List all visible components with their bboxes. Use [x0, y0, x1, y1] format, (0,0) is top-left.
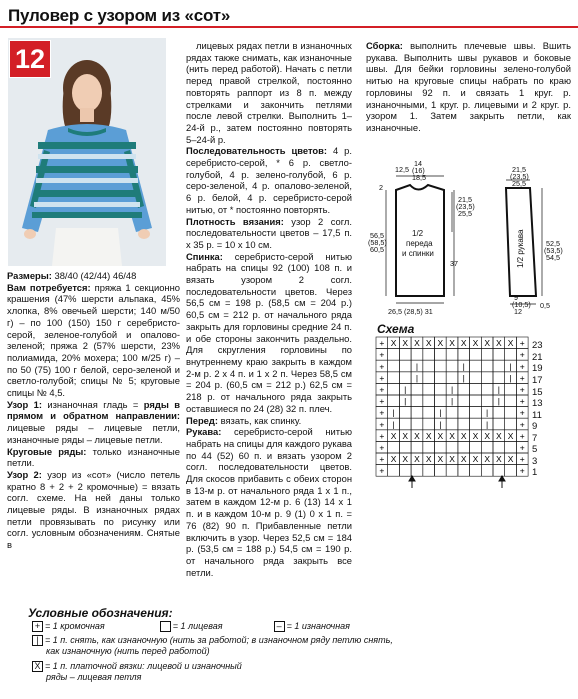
chart-cell-symbol: |: [450, 384, 454, 395]
chart-cell: [493, 441, 505, 453]
chart-cell: [481, 349, 493, 361]
chart-cell: [399, 372, 411, 384]
edge-stitch-symbol: +: [32, 621, 43, 632]
chart-cell: [470, 407, 482, 419]
chart-cell-symbol: +: [519, 361, 525, 372]
chart-cell-symbol: X: [472, 338, 479, 349]
legend-slip-1: = 1 п. снять, как изнаночную (нить за работой; в изнаночном ряду петлю снять,: [45, 635, 393, 646]
chart-cell-symbol: |: [439, 419, 442, 430]
chart-cell-symbol: +: [379, 349, 385, 360]
chart-cell: [423, 383, 435, 395]
chart-cell: [458, 383, 470, 395]
chart-cell-symbol: +: [379, 419, 385, 430]
dim-bottom-265: 26,5 (28,5) 31: [388, 307, 433, 316]
chart-cell: [470, 383, 482, 395]
chart-cell: [470, 441, 482, 453]
dim-sleeve-r-05: 0,5: [540, 301, 550, 310]
legend-title: Условные обозначения:: [28, 606, 173, 620]
back-text: серебристо-серой нитью набрать на спицы 92 (100) 108 п. и вязать узором 2 согл. последовательности цветов. Через 56,5 см = 198 р. (58,5 см = 204 р.) 60,5 см = 212 р. от начального ряда закрыть для горловины средние 24 п. и обе стороны закончить раздельно. Для скругления горловины по внутреннему краю закрыть в каждом 2-м р. 2 х 4 п. и 1 х 2 п. Через 58,5 см = 204 р. (60,5 см = 212 р.) 62,5 см = 218 р. от начального ряда закрыть оставшиеся по 24 (28) 32 п. плеч.: [186, 250, 352, 414]
chart-cell-symbol: +: [379, 442, 385, 453]
dim-sleeve-top-255: 25,5: [512, 179, 526, 188]
materials-text: пряжа 1 секционно крашения (47% шерсти альпака, 45% хлопка, 8% овечьей шерсти; 140 м/50 г) – по 100 (150) 150 г серебристо-серой, зеленое-голубой и опалово-зеленой; пряжа 2 (57% шерсти, 23% полиамида, 20% мохера; 100 м/25 г) – по 50 (75) 100 г белой, серо-зеленой и светло-голубой; спицы № 5; круговые спицы № 4,5.: [7, 281, 180, 399]
chart-cell-symbol: X: [390, 338, 397, 349]
row-number-1: 1: [532, 467, 538, 478]
chart-cell-symbol: |: [497, 396, 500, 407]
chart-cell-symbol: X: [402, 430, 409, 441]
materials-label: Вам потребуется:: [7, 281, 91, 293]
chart-cell: [435, 395, 447, 407]
chart-cell-symbol: |: [509, 372, 512, 383]
dim-side-235: (23,5): [456, 202, 475, 211]
chart-cell: [481, 360, 493, 372]
dim-sleeve-h-535: (53,5): [544, 246, 563, 255]
schema-title: Схема: [377, 322, 415, 336]
chart-cell-symbol: +: [519, 430, 525, 441]
chart-cell: [470, 349, 482, 361]
row-number-19: 19: [532, 363, 543, 374]
knit-stitch-symbol: [160, 621, 171, 632]
knitting-chart: [374, 334, 572, 490]
chart-cell: [399, 349, 411, 361]
chart-cell: [435, 441, 447, 453]
chart-cell: [388, 349, 400, 361]
chart-cell: [481, 383, 493, 395]
chart-cell: [446, 441, 458, 453]
pattern-number-badge: 12: [9, 40, 51, 78]
chart-cell: [411, 383, 423, 395]
chart-cell: [435, 383, 447, 395]
row-number-15: 15: [532, 387, 543, 398]
chart-cell: [446, 349, 458, 361]
front-paragraph: [186, 415, 352, 427]
legend-cross-1: = 1 п. платочной вязки: лицевой и изнаночный: [45, 661, 242, 672]
chart-cell-symbol: |: [439, 407, 442, 418]
legend-row-1: [32, 621, 572, 632]
chart-cell-symbol: X: [496, 454, 502, 465]
pattern1-paragraph: [7, 399, 180, 446]
chart-cell: [423, 465, 435, 477]
chart-cell: [505, 383, 517, 395]
dim-sleeve-h-525: 52,5: [546, 239, 560, 248]
chart-cell: [446, 407, 458, 419]
sizes-value: 38/40 (42/44) 46/48: [51, 270, 137, 281]
dim-mid-37: 37: [450, 259, 458, 268]
chart-cell-symbol: +: [379, 361, 385, 372]
pattern2-text: узор из «сот» (число петель кратно 8 + 2 + 2 кромочные) = вязать согл. схеме. На ней даны только лицевые ряды. В изнаночных рядах петли провязывать по рисунку или согл. условным обозначениям. Снятые в: [7, 468, 180, 551]
chart-cell-symbol: +: [519, 465, 525, 476]
chart-cell: [505, 407, 517, 419]
chart-cell-symbol: X: [472, 454, 479, 465]
chart-cell-symbol: |: [404, 384, 407, 395]
chart-cell-symbol: X: [484, 430, 490, 441]
chart-cell: [470, 372, 482, 384]
sizes-label: Размеры:: [7, 270, 52, 281]
chart-cell: [423, 395, 435, 407]
chart-cell: [470, 418, 482, 430]
chart-cell: [458, 349, 470, 361]
chart-cell: [411, 418, 423, 430]
chart-cell: [481, 465, 493, 477]
chart-cell-symbol: X: [496, 338, 502, 349]
chart-cell: [458, 407, 470, 419]
materials-paragraph: [7, 282, 180, 399]
body-label-2: переда: [406, 239, 433, 248]
chart-cell: [493, 372, 505, 384]
chart-cell: [470, 465, 482, 477]
row-number-17: 17: [532, 375, 543, 386]
chart-cell: [481, 372, 493, 384]
garter-stitch-symbol: X: [32, 661, 43, 672]
title-rule: [0, 26, 578, 28]
chart-cell: [493, 360, 505, 372]
chart-cell: [470, 360, 482, 372]
body-label-3: и спинки: [402, 249, 434, 258]
chart-cell-symbol: |: [462, 361, 465, 372]
row-number-13: 13: [532, 398, 543, 409]
chart-cell-symbol: X: [484, 338, 490, 349]
chart-cell-symbol: |: [415, 372, 419, 383]
slip-stitch-symbol: |: [32, 635, 43, 646]
dim-sleeve-b-12: 12: [514, 307, 522, 316]
chart-cell: [399, 418, 411, 430]
chart-cell-symbol: |: [497, 384, 500, 395]
chart-cell: [505, 465, 517, 477]
chart-cell: [505, 395, 517, 407]
chart-cell-symbol: +: [519, 442, 525, 453]
pattern2-label: Узор 2:: [7, 468, 42, 480]
middle-text-column: [186, 40, 352, 578]
chart-cell: [411, 465, 423, 477]
left-text-column: [7, 270, 180, 551]
sleeve-label: 1/2 рукава: [516, 229, 525, 268]
chart-cell-symbol: X: [449, 454, 455, 465]
row-number-11: 11: [532, 410, 542, 421]
chart-cell: [423, 372, 435, 384]
row-numbers: [532, 340, 543, 478]
legend-row-3: [32, 661, 572, 672]
dim-top-16: (16): [412, 166, 425, 175]
chart-cell-symbol: |: [404, 396, 407, 407]
rounds-paragraph: [7, 446, 180, 469]
dim-left-12: 12,5: [395, 165, 409, 174]
chart-cell: [435, 372, 447, 384]
pattern1-text: изнаночная гладь =: [41, 398, 144, 410]
chart-cell-symbol: +: [379, 465, 385, 476]
legend-block: [32, 621, 572, 683]
front-text: вязать, как спинку.: [217, 414, 302, 426]
gauge-text: узор 2 согл. последовательности цветов – 17,5 п. х 35 р. = 10 х 10 см.: [186, 215, 352, 250]
back-label: Спинка:: [186, 250, 223, 262]
chart-cell-symbol: +: [379, 430, 385, 441]
chart-cell: [505, 418, 517, 430]
rounds-text: только изнаночные петли.: [7, 445, 180, 469]
chart-cell-symbol: X: [402, 338, 409, 349]
chart-cell-symbol: X: [437, 454, 444, 465]
chart-cell-symbol: X: [507, 430, 514, 441]
chart-cell: [423, 418, 435, 430]
row-number-23: 23: [532, 340, 543, 351]
chart-cell-symbol: +: [379, 338, 385, 349]
color-sequence-label: Последовательность цветов:: [186, 145, 328, 157]
chart-cell: [411, 441, 423, 453]
chart-cell-symbol: X: [460, 338, 467, 349]
gauge-paragraph: [186, 216, 352, 251]
purl-stitch-symbol: –: [274, 621, 285, 632]
chart-cell: [446, 465, 458, 477]
legend-slip-2: как изнаночную (нить перед работой): [46, 646, 210, 657]
legend-cross-2: ряды – лицевая петля: [46, 672, 142, 683]
chart-cell-symbol: |: [415, 361, 419, 372]
chart-cell: [388, 395, 400, 407]
chart-cell: [446, 418, 458, 430]
dim-h-585: (58,5): [368, 238, 387, 247]
assembly-text: выполнить плечевые швы. Вшить рукава. Выполнить швы рукавов и боковые швы. Для бейки горловины зелено-голубой нитью на круговые спицы набрать по краю горловины 92 п. и связать 1 круг. р. изнаночными, 1 круг. р. лицевыми и 2 круг. р. узором 1. Затем закрыть петли, как изнаночные.: [366, 40, 571, 133]
sleeves-paragraph: [186, 426, 352, 578]
chart-cell-symbol: +: [379, 454, 385, 465]
pattern2-paragraph: [7, 469, 180, 551]
chart-cell: [435, 465, 447, 477]
chart-cell: [411, 407, 423, 419]
right-text-column: [366, 40, 571, 134]
dim-sleeve-top-235: (23,5): [510, 172, 529, 181]
chart-cell-symbol: +: [379, 396, 385, 407]
chart-cell: [399, 407, 411, 419]
chart-cell: [505, 349, 517, 361]
chart-cell: [446, 372, 458, 384]
dim-sleeve-b-105: (10,5): [512, 300, 531, 309]
chart-cell-symbol: |: [392, 407, 395, 418]
chart-cell: [481, 395, 493, 407]
pattern-pieces-diagram: [366, 158, 574, 318]
chart-cell: [435, 360, 447, 372]
dim-sleeve-h-545: 54,5: [546, 253, 560, 262]
chart-cell: [505, 441, 517, 453]
color-sequence-text: 4 р. серебристо-серой, * 6 р. светло-голубой, 4 р. зелено-голубой, 6 р. серо-зеленой, 4 р. опалово-зеленой, 6 р. белой, 4 р. серебристо-серой нитью, от * постоянно повторять.: [186, 145, 352, 215]
chart-cell-symbol: X: [390, 454, 397, 465]
chart-cell-symbol: |: [462, 372, 465, 383]
chart-cell: [399, 441, 411, 453]
sizes-paragraph: [7, 270, 180, 282]
legend-edge: = 1 кромочная: [45, 621, 105, 631]
chart-cell: [493, 349, 505, 361]
chart-cell: [458, 395, 470, 407]
chart-cell-symbol: +: [519, 419, 525, 430]
legend-knit: = 1 лицевая: [172, 621, 223, 631]
dim-sleeve-b-9: 9: [514, 293, 518, 302]
chart-cell-symbol: X: [507, 454, 514, 465]
chart-cell-symbol: |: [486, 419, 489, 430]
chart-cell: [435, 349, 447, 361]
chart-cell-symbol: X: [449, 338, 455, 349]
pattern2-cont-paragraph: лицевых рядах петли в изнаночных рядах также снимать, как изнаночные (нить перед работой). Начать с петли перед правой стрелкой, постоянно повторять раппорт из 8 п. между стрелками и закончить петлями после левой стрелки. Выполнить 1–24-й р., затем постоянно повторять 5–24-й р.: [186, 40, 352, 145]
sleeves-text: серебристо-серой нитью набрать на спицы для каждого рукава по 44 (52) 60 п. и вязать узором 2 согл. последовательности цветов. Для скосов прибавить с обеих сторон в 13-м р. от начального ряда 1 х 1 п., затем в каждом 12-м р. 6 (13) 14 х 1 п. и в каждом 10-м р. 9 (1) 0 х 1 п. = 76 (82) 90 п. Прибавленные петли включить в узор. Через 52,5 см = 184 р. (53,5 см = 188 р.) 54,5 см = 190 р. от начального ряда закрыть все петли.: [186, 426, 353, 578]
chart-cell: [399, 465, 411, 477]
chart-cell-symbol: +: [519, 396, 525, 407]
chart-cell: [458, 465, 470, 477]
row-number-5: 5: [532, 444, 538, 455]
chart-grid: [376, 337, 528, 476]
sleeves-label: Рукава:: [186, 426, 222, 438]
chart-cell: [388, 360, 400, 372]
dim-top-18: 18,5: [412, 173, 426, 182]
dim-h-605: 60,5: [370, 245, 384, 254]
chart-cell: [481, 441, 493, 453]
chart-cell-symbol: +: [379, 384, 385, 395]
chart-cell: [411, 349, 423, 361]
chart-cell-symbol: X: [414, 338, 420, 349]
pattern1-label: Узор 1:: [7, 398, 42, 410]
chart-cell: [470, 395, 482, 407]
chart-cell-symbol: X: [402, 454, 409, 465]
chart-cell: [388, 372, 400, 384]
chart-cell-symbol: X: [507, 338, 514, 349]
chart-cell-symbol: +: [519, 407, 525, 418]
chart-cell-symbol: |: [509, 361, 512, 372]
chart-cell: [388, 383, 400, 395]
legend-row-2b: [32, 646, 572, 657]
chart-cell-symbol: X: [496, 430, 502, 441]
chart-cell: [388, 441, 400, 453]
row-number-7: 7: [532, 433, 538, 444]
chart-cell-symbol: X: [414, 454, 420, 465]
chart-cell-symbol: X: [460, 454, 467, 465]
back-paragraph: [186, 251, 352, 415]
chart-cell-symbol: X: [460, 430, 467, 441]
pattern1-bold: ряды в прямом и обратном направлении:: [7, 398, 180, 422]
chart-cell: [493, 407, 505, 419]
chart-cell-symbol: X: [437, 430, 444, 441]
chart-cell-symbol: +: [379, 407, 385, 418]
page-title: Пуловер с узором из «сот»: [8, 6, 231, 25]
chart-cell: [423, 441, 435, 453]
dim-sleeve-top-215: 21,5: [512, 165, 526, 174]
chart-cell: [493, 418, 505, 430]
chart-cell-symbol: X: [425, 338, 432, 349]
chart-cell-symbol: X: [390, 430, 397, 441]
chart-cell: [493, 465, 505, 477]
dim-top-14: 14: [414, 159, 422, 168]
chart-cell: [446, 360, 458, 372]
chart-cell-symbol: |: [486, 407, 489, 418]
chart-cell-symbol: |: [450, 396, 454, 407]
chart-cell-symbol: X: [437, 338, 444, 349]
chart-cell-symbol: +: [519, 454, 525, 465]
assembly-label: Сборка:: [366, 40, 403, 51]
chart-cell-symbol: X: [414, 430, 420, 441]
gauge-label: Плотность вязания:: [186, 215, 284, 227]
chart-cell: [423, 407, 435, 419]
chart-cell-symbol: X: [425, 430, 432, 441]
chart-cell: [458, 441, 470, 453]
chart-cell-symbol: X: [449, 430, 455, 441]
chart-cell: [423, 349, 435, 361]
chart-cell: [458, 418, 470, 430]
repeat-arrows: [409, 476, 505, 488]
row-number-3: 3: [532, 456, 538, 467]
chart-cell-symbol: +: [519, 338, 525, 349]
chart-cell-symbol: +: [379, 372, 385, 383]
dim-side-255: 25,5: [458, 209, 472, 218]
legend-row-3b: [32, 672, 572, 683]
legend-row-2: [32, 635, 572, 646]
chart-cell-symbol: |: [392, 419, 395, 430]
front-label: Перед:: [186, 414, 218, 426]
chart-cell-symbol: +: [519, 384, 525, 395]
chart-cell-symbol: +: [519, 349, 525, 360]
dim-h-565: 56,5: [370, 231, 384, 240]
chart-cell: [388, 465, 400, 477]
chart-cell: [423, 360, 435, 372]
body-label-1: 1/2: [412, 229, 424, 238]
chart-cell-symbol: X: [484, 454, 490, 465]
rounds-label: Круговые ряды:: [7, 445, 87, 457]
pattern1-rest: лицевые ряды – лицевые петли, изнаночные ряды – лицевые петли.: [7, 422, 180, 445]
chart-cell-symbol: +: [519, 372, 525, 383]
dim-side-215: 21,5: [458, 195, 472, 204]
row-number-9: 9: [532, 421, 538, 432]
chart-cell: [399, 360, 411, 372]
assembly-paragraph: [366, 40, 571, 134]
chart-cell-symbol: X: [472, 430, 479, 441]
chart-cell-symbol: X: [425, 454, 432, 465]
color-sequence-paragraph: [186, 145, 352, 215]
legend-purl: = 1 изнаночная: [286, 621, 350, 631]
row-number-21: 21: [532, 352, 543, 363]
dim-left-2: 2: [379, 183, 383, 192]
chart-cell: [411, 395, 423, 407]
